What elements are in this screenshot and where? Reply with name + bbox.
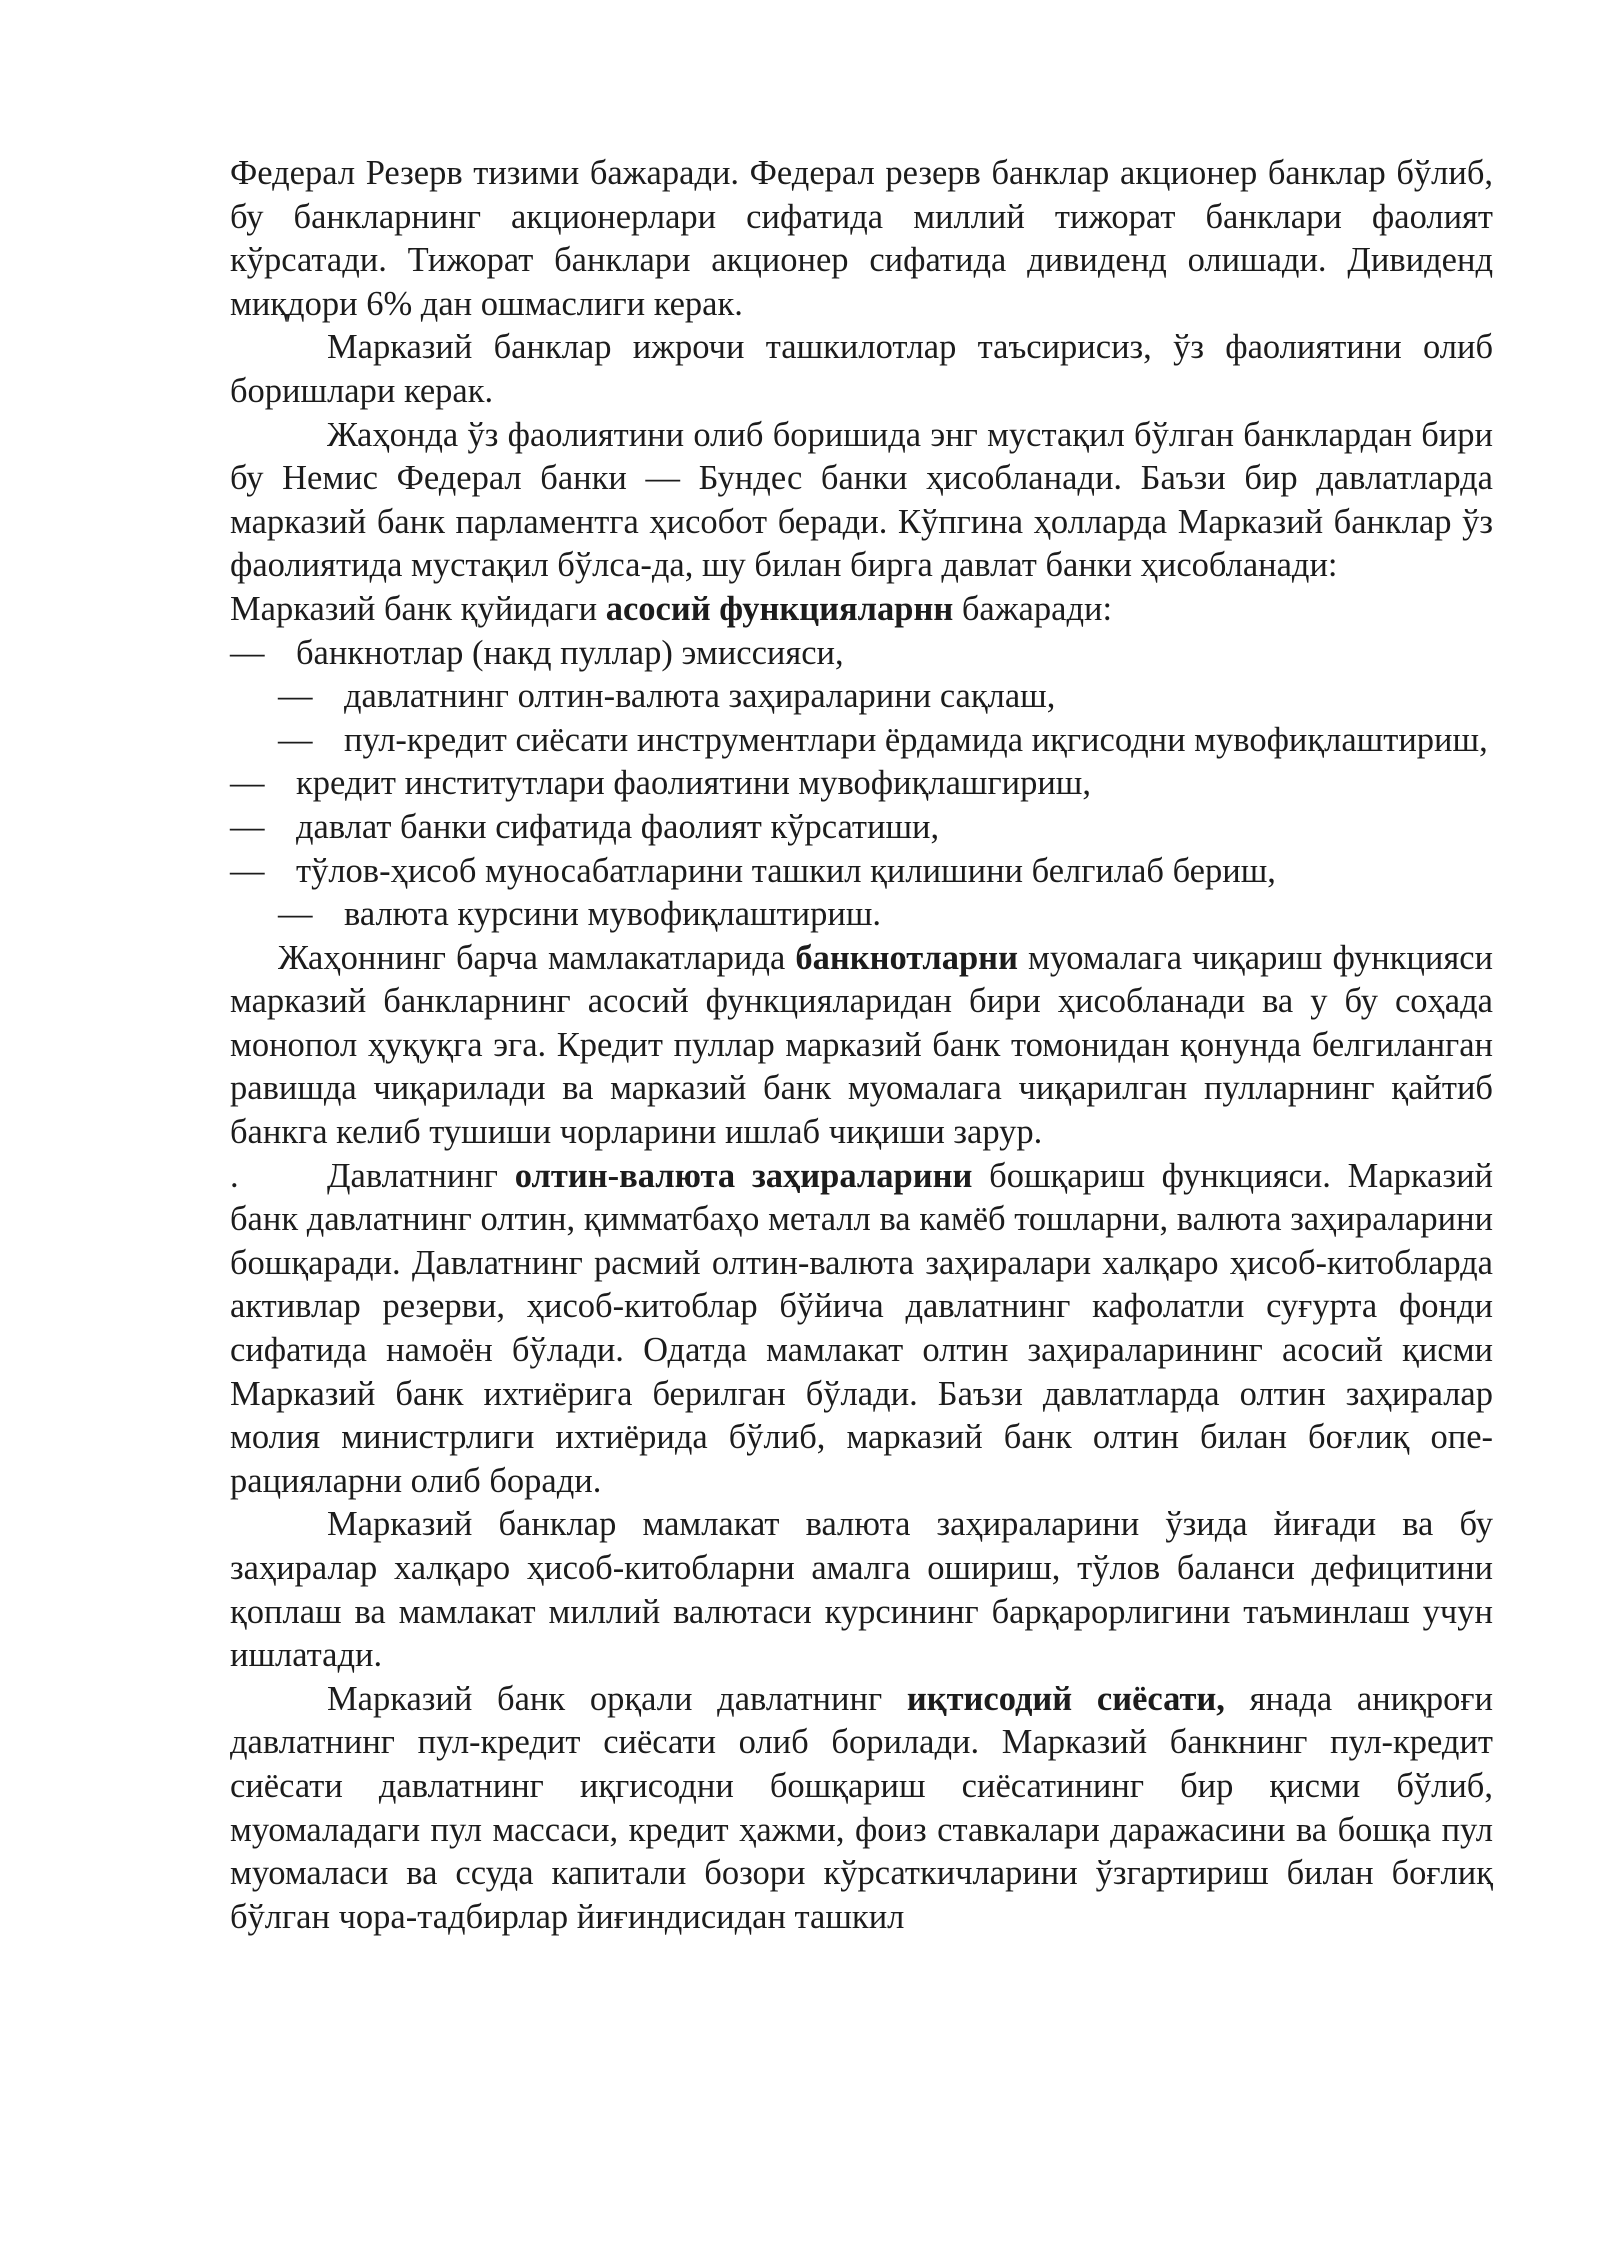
document-page xyxy=(230,152,1493,1939)
bold-term: асосий функцияларнн xyxy=(605,589,954,628)
list-item-text: давлат банки сифатида фаолият кўрсатиши, xyxy=(296,807,940,846)
list-item xyxy=(230,675,1493,719)
text-run: Марказий банк орқали давлатнинг xyxy=(327,1679,907,1718)
functions-list xyxy=(230,632,1493,937)
dash-bullet: — xyxy=(230,807,265,846)
leading-dot: . xyxy=(230,1156,239,1195)
list-item-text: банкнотлар (накд пуллар) эмиссияси, xyxy=(296,633,844,672)
list-item-text: тўлов-ҳисоб муносабатларини ташкил қилишини белгилаб бериш, xyxy=(296,851,1276,890)
text-run: Давлатнинг xyxy=(327,1156,515,1195)
list-item xyxy=(230,893,1493,937)
dash-bullet: — xyxy=(230,633,265,672)
paragraph xyxy=(230,1678,1493,1940)
paragraph-functions-intro xyxy=(230,588,1493,632)
text-run: муомалага чиқариш функцияси марказий банкларнинг асосий функцияларидан бири ҳисобланади ва у бу соҳада монопол ҳуқуқга эга. Кредит пуллар марказий банк томонидан қонунда белгиланган равишда чиқарилади ва марказий банк муомалага чиқарилган пулларнинг қайтиб банкга келиб тушиши чорларини ишлаб чиқиши зарур. xyxy=(230,938,1493,1152)
text-run: бажаради: xyxy=(953,589,1113,628)
paragraph: Марказий банклар мамлакат валюта заҳираларини ўзида йиғади ва бу заҳиралар халқаро ҳисоб-китобларни амалга ошириш, тўлов баланси дефицитини қоплаш ва мамлакат миллий валютаси курсининг барқарорлигини таъминлаш учун ишлатади. xyxy=(230,1505,1493,1675)
dash-bullet: — xyxy=(230,764,265,803)
list-item-text: пул-кредит сиёсати инструментлари ёрдамида иқгисодни мувофиқлаштириш, xyxy=(344,720,1488,759)
dash-bullet: — xyxy=(278,895,313,934)
list-item xyxy=(230,632,1493,676)
text-run: Марказий банк қуйидаги xyxy=(230,589,606,628)
dash-bullet: — xyxy=(230,851,265,890)
dash-bullet: — xyxy=(278,720,313,759)
text-run: бошқариш функцияси. Марказий банк давлатнинг олтин, қимматбаҳо металл ва камёб тошларни, валюта заҳираларини бошқаради. Давлатнинг расмий олтин-валюта заҳиралари халқаро ҳисоб-китобларда активлар резерви, ҳисоб-китоблар бўйича давлатнинг кафолатли суғурта фонди сифатида намоён бўлади. Одатда мамлакат олтин заҳираларининг асосий қисми Марказий банк ихтиёрига берилган бўлади. Баъзи давлатларда олтин заҳиралар молия министрлиги ихтиёрида бўлиб, марказий банк олтин билан боғлиқ опе-рацияларни олиб боради. xyxy=(230,1156,1493,1500)
bold-term: олтин-валюта заҳираларини xyxy=(514,1156,973,1195)
bold-term: банкнотларни xyxy=(795,938,1018,977)
paragraph xyxy=(230,937,1493,1155)
list-item xyxy=(230,806,1493,850)
paragraph xyxy=(230,1155,1493,1504)
text-run: янада аниқроғи давлатнинг пул-кредит сиёсати олиб борилади. Марказий банкнинг пул-кредит сиёсати давлатнинг иқгисодни бошқариш сиёсатининг бир қисми бўлиб, муомаладаги пул массаси, кредит ҳажми, фоиз ставкалари даражасини ва бошқа пул муомаласи ва ссуда капитали бозори кўрсаткичларини ўзгартириш билан боғлиқ бўлган чора-тадбирлар йиғиндисидан ташкил xyxy=(230,1679,1493,1936)
list-item xyxy=(230,762,1493,806)
dash-bullet: — xyxy=(278,677,313,716)
list-item-text: кредит институтлари фаолиятини мувофиқлашгириш, xyxy=(296,764,1091,803)
list-item-text: валюта курсини мувофиқлаштириш. xyxy=(344,895,882,934)
list-item xyxy=(230,850,1493,894)
paragraph: Марказий банклар ижрочи ташкилотлар таъсирисиз, ўз фаолиятини олиб боришлари керак. xyxy=(230,328,1493,410)
list-item-text: давлатнинг олтин-валюта заҳираларини сақлаш, xyxy=(344,677,1056,716)
bold-term: иқтисодий сиёсати, xyxy=(906,1679,1225,1718)
list-item xyxy=(230,719,1493,763)
paragraph: Федерал Резерв тизими бажаради. Федерал резерв банклар акционер банклар бўлиб, бу банкларнинг акционерлари сифатида миллий тижорат банклари фаолият кўрсатади. Тижорат банклари акционер сифатида дивиденд олишади. Дивиденд миқдори 6% дан ошмаслиги керак. xyxy=(230,154,1493,323)
paragraph: Жаҳонда ўз фаолиятини олиб боришида энг мустақил бўлган банклардан бири бу Немис Федерал банки — Бундес банки ҳисобланади. Баъзи бир давлатларда марказий банк парламентга ҳисобот беради. Кўпгина ҳолларда Марказий банклар ўз фаолиятида мустақил бўлса-да, шу билан бирга давлат банки ҳисобланади: xyxy=(230,415,1493,585)
text-run: Жаҳоннинг барча мамлакатларида xyxy=(278,938,796,977)
